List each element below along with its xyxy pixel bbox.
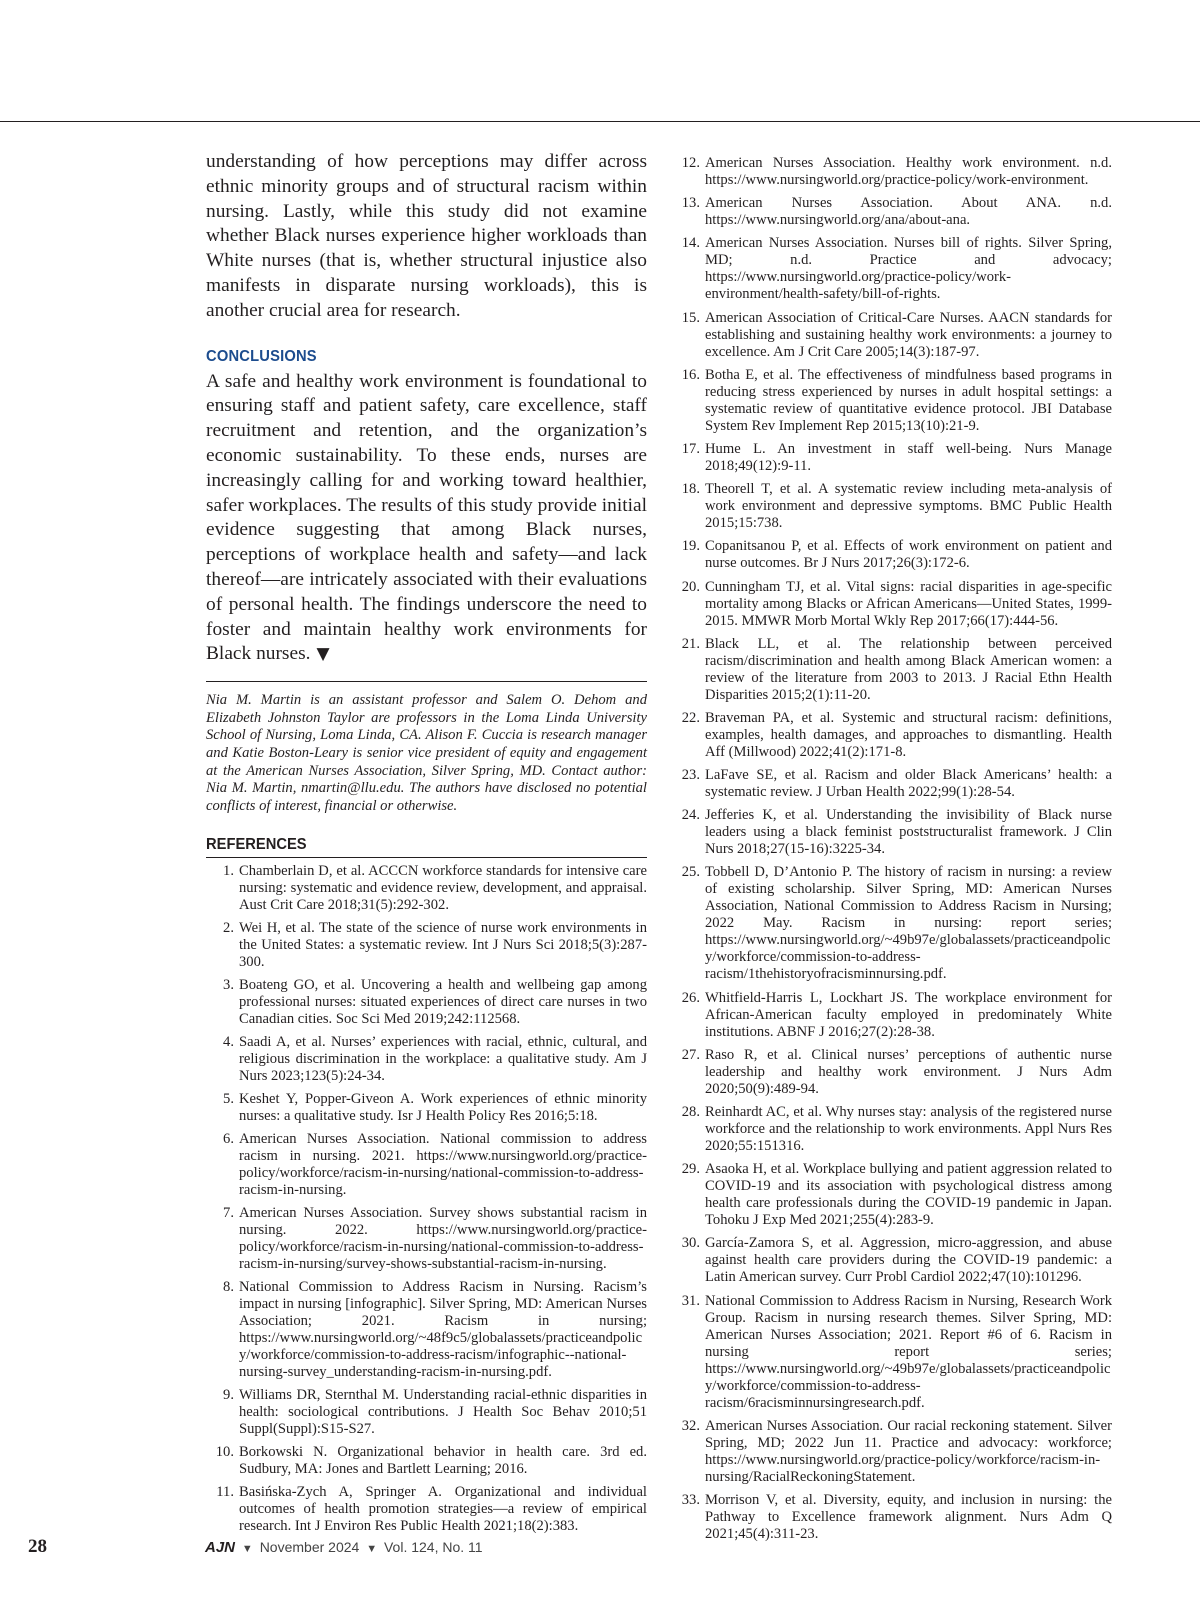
reference-number: 2.: [223, 920, 234, 937]
reference-number: 21.: [681, 635, 700, 652]
reference-item: [672, 1293, 1112, 1412]
reference-item: [672, 441, 1112, 475]
reference-item: [672, 710, 1112, 761]
reference-text: Boateng GO, et al. Uncovering a health and wellbeing gap among professional nurses: situated experiences of direct care nurses in two Canadian cities. Soc Sci Med 2019;242:112568.: [239, 977, 647, 1028]
reference-text: Chamberlain D, et al. ACCCN workforce standards for intensive care nursing: systematic and evidence review, development, and appraisal. Aust Crit Care 2018;31(5):292-302.: [239, 863, 647, 914]
reference-item: [672, 636, 1112, 704]
reference-text: Raso R, et al. Clinical nurses’ perceptions of authentic nurse leadership and healthy work environment. J Nurs Adm 2020;50(9):489-94.: [705, 1046, 1112, 1097]
reference-number: 30.: [681, 1235, 700, 1252]
reference-number: 33.: [681, 1491, 700, 1508]
reference-item: [672, 1161, 1112, 1229]
right-column: [672, 155, 1112, 1549]
reference-number: 12.: [681, 155, 700, 171]
reference-text: Borkowski N. Organizational behavior in health care. 3rd ed. Sudbury, MA: Jones and Bartlett Learning; 2016.: [239, 1444, 647, 1478]
reference-text: Reinhardt AC, et al. Why nurses stay: analysis of the registered nurse workforce and the relationship to work environments. Appl Nurs Res 2020;55:151316.: [705, 1104, 1112, 1154]
reference-number: 27.: [681, 1046, 700, 1063]
reference-item: [672, 1418, 1112, 1486]
reference-number: 20.: [681, 578, 700, 595]
reference-number: 31.: [681, 1292, 700, 1309]
reference-item: [672, 367, 1112, 435]
reference-item: [672, 990, 1112, 1041]
reference-text: Braveman PA, et al. Systemic and structural racism: definitions, examples, health damages, and approaches to dismantling. Health Aff (Millwood) 2022;41(2):171-8.: [705, 709, 1112, 760]
reference-text: American Association of Critical-Care Nurses. AACN standards for establishing and sustaining healthy work environments: a journey to excellence. Am J Crit Care 2005;14(3):187-97.: [705, 309, 1112, 360]
reference-text: Keshet Y, Popper-Giveon A. Work experiences of ethnic minority nurses: a qualitative study. Isr J Health Policy Res 2016;5:18.: [239, 1091, 647, 1125]
reference-item: [206, 1091, 647, 1125]
reference-number: 4.: [223, 1034, 234, 1051]
triangle-separator-icon: ▼: [366, 1543, 378, 1555]
reference-item: [672, 538, 1112, 572]
reference-text: Botha E, et al. The effectiveness of mindfulness based programs in reducing stress experienced by nurses in adult hospital settings: a systematic review of quantitative evidence protocol. JBI Database System Rev Implement Rep 2015;13(10):21-9.: [705, 366, 1112, 434]
reference-number: 23.: [681, 767, 700, 784]
reference-number: 18.: [681, 481, 700, 498]
reference-item: [206, 1444, 647, 1478]
reference-text: Wei H, et al. The state of the science of nurse work environments in the United States: a systematic review. Int J Nurs Sci 2018;5(3):287-300.: [239, 920, 647, 971]
reference-text: National Commission to Address Racism in Nursing. Racism’s impact in nursing [infographic]. Silver Spring, MD: American Nurses Association; 2021. Racism in nursing; https://www.nursingworld.org/~48f9c5/globalassets/practiceandpolicy/workforce/commission-to-address-racism/infographic--national-nursing-survey_understanding-racism-in-nursing.pdf.: [239, 1279, 647, 1381]
bio-divider: [206, 681, 647, 682]
reference-number: 24.: [681, 807, 700, 824]
reference-text: Theorell T, et al. A systematic review including meta-analysis of work environment and depressive symptoms. BMC Public Health 2015;15:738.: [705, 481, 1112, 532]
intro-paragraph: understanding of how perceptions may differ across ethnic minority groups and of structural racism within nursing. Lastly, while this study did not examine whether Black nurses experience higher workloads than White nurses (that is, whether structural injustice also manifests in disparate nursing workloads), this is another crucial area for research.: [206, 151, 647, 321]
reference-number: 10.: [215, 1444, 234, 1461]
reference-item: [672, 1492, 1112, 1543]
reference-item: [672, 195, 1112, 229]
reference-text: Asaoka H, et al. Workplace bullying and patient aggression related to COVID-19 and its association with psychological distress among health care professionals during the COVID-19 pandemic in Japan. Tohoku J Exp Med 2021;255(4):283-9.: [705, 1161, 1112, 1229]
reference-number: 22.: [681, 709, 700, 726]
reference-text: Tobbell D, D’Antonio P. The history of racism in nursing: a review of existing scholarship. Silver Spring, MD: American Nurses Association, National Commission to Address Racism in Nursing; 2022 May. Racism in nursing: report series; https://www.nursingworld.org/~49b97e/globalassets/practiceandpolicy/workforce/commission-to-address-racism/1thehistoryofracisminnursing.pdf.: [705, 864, 1112, 983]
reference-item: [672, 1047, 1112, 1098]
reference-number: 7.: [223, 1205, 234, 1222]
reference-text: Copanitsanou P, et al. Effects of work environment on patient and nurse outcomes. Br J Nurs 2017;26(3):172-6.: [705, 538, 1112, 572]
header-rule: [0, 121, 1200, 122]
references-heading: REFERENCES: [206, 836, 307, 854]
reference-number: 17.: [681, 440, 700, 457]
reference-text: Basińska-Zych A, Springer A. Organizational and individual outcomes of health promotion strategies—a review of empirical research. Int J Environ Res Public Health 2021;18(2):383.: [239, 1484, 647, 1535]
left-column: [206, 150, 647, 1541]
reference-number: 5.: [223, 1091, 234, 1108]
reference-text: Williams DR, Sternthal M. Understanding racial-ethnic disparities in health: sociological contributions. J Health Soc Behav 2010;51 Suppl(Suppl):S15-S27.: [239, 1387, 647, 1438]
triangle-separator-icon: ▼: [241, 1543, 253, 1555]
reference-item: [206, 863, 647, 914]
reference-text: Jefferies K, et al. Understanding the invisibility of Black nurse leaders using a black feminist poststructuralist framework. J Clin Nurs 2018;27(15-16):3225-34.: [705, 807, 1112, 858]
reference-number: 19.: [681, 538, 700, 555]
reference-item: [672, 864, 1112, 983]
reference-number: 25.: [681, 864, 700, 881]
reference-text: LaFave SE, et al. Racism and older Black Americans’ health: a systematic review. J Urban Health 2022;99(1):28-54.: [705, 767, 1112, 801]
reference-item: [672, 481, 1112, 532]
conclusions-paragraph: [206, 370, 647, 668]
reference-text: Whitfield-Harris L, Lockhart JS. The workplace environment for African-American faculty employed in predominately White institutions. ABNF J 2016;27(2):28-38.: [705, 989, 1112, 1040]
reference-item: [206, 977, 647, 1028]
reference-text: Black LL, et al. The relationship between perceived racism/discrimination and health among Black American women: a review of the literature from 2003 to 2013. J Racial Ethn Health Disparities 2015;2(1):11-20.: [705, 635, 1112, 703]
reference-number: 32.: [681, 1417, 700, 1434]
reference-number: 15.: [681, 309, 700, 326]
conclusions-text: A safe and healthy work environment is foundational to ensuring staff and patient safety, care excellence, staff recruitment and retention, and the organization’s economic sustainability. To these ends, nurses are increasingly calling for and working toward healthier, safer workplaces. The results of this study provide initial evidence suggesting that among Black nurses, perceptions of workplace health and safety—and lack thereof—are intricately associated with their evaluations of personal health. The findings underscore the need to foster and maintain healthy work environments for Black nurses.: [206, 370, 647, 665]
reference-item: [672, 155, 1112, 189]
page-number: 28: [28, 1536, 47, 1557]
reference-item: [206, 1205, 647, 1273]
issue-date: November 2024: [259, 1539, 360, 1555]
reference-text: American Nurses Association. Nurses bill of rights. Silver Spring, MD; n.d. Practice and advocacy; https://www.nursingworld.org/practice-policy/work-environment/health-safety/bill-of-rights.: [705, 235, 1112, 303]
reference-number: 26.: [681, 989, 700, 1006]
reference-number: 3.: [223, 977, 234, 994]
reference-item: [206, 1131, 647, 1199]
reference-text: American Nurses Association. Healthy work environment. n.d. https://www.nursingworld.org/practice-policy/work-environment.: [705, 155, 1112, 188]
reference-number: 1.: [223, 863, 234, 880]
reference-number: 11.: [216, 1484, 234, 1501]
reference-number: 6.: [223, 1131, 234, 1148]
reference-text: García-Zamora S, et al. Aggression, micro-aggression, and abuse against health care providers during the COVID-19 pandemic: a Latin American survey. Curr Probl Cardiol 2022;47(10):101296.: [705, 1235, 1112, 1286]
reference-item: [672, 767, 1112, 801]
reference-number: 9.: [223, 1387, 234, 1404]
author-bio: Nia M. Martin is an assistant professor and Salem O. Dehom and Elizabeth Johnston Taylor are professors in the Loma Linda University School of Nursing, Loma Linda, CA. Alison F. Cuccia is research manager and Katie Boston-Leary is senior vice president of equity and engagement at the American Nurses Association, Silver Spring, MD. Contact author: Nia M. Martin, nmartin@llu.edu. The authors have disclosed no potential conflicts of interest, financial or otherwise.: [206, 692, 647, 814]
journal-name: AJN: [205, 1539, 236, 1556]
reference-text: National Commission to Address Racism in Nursing, Research Work Group. Racism in nursing research themes. Silver Spring, MD: American Nurses Association; 2021. Report #6 of 6. Racism in nursing report series; https://www.nursingworld.org/~49b97e/globalassets/practiceandpolicy/workforce/commission-to-address-racism/6racisminnursingresearch.pdf.: [705, 1292, 1112, 1411]
reference-item: [206, 1484, 647, 1535]
reference-text: American Nurses Association. National commission to address racism in nursing. 2021. https://www.nursingworld.org/practice-policy/workforce/racism-in-nursing/national-commission-to-address-racism-in-nursing.: [239, 1131, 647, 1199]
reference-number: 16.: [681, 366, 700, 383]
reference-number: 28.: [681, 1104, 700, 1120]
reference-text: Cunningham TJ, et al. Vital signs: racial disparities in age-specific mortality among Blacks or African Americans—United States, 1999-2015. MMWR Morb Mortal Wkly Rep 2017;66(17):444-56.: [705, 578, 1112, 629]
reference-item: [206, 1034, 647, 1085]
reference-number: 13.: [681, 195, 700, 212]
conclusions-heading: CONCLUSIONS: [206, 347, 317, 365]
reference-text: American Nurses Association. About ANA. n.d. https://www.nursingworld.org/ana/about-ana.: [705, 195, 1112, 229]
reference-item: [672, 1235, 1112, 1286]
reference-item: [206, 1279, 647, 1381]
reference-text: Saadi A, et al. Nurses’ experiences with racial, ethnic, cultural, and religious discrimination in the workplace: a qualitative study. Am J Nurs 2023;123(5):24-34.: [239, 1034, 647, 1085]
reference-item: [672, 807, 1112, 858]
reference-number: 29.: [681, 1161, 700, 1178]
reference-item: [206, 920, 647, 971]
reference-list-right: [672, 155, 1112, 1543]
reference-number: 8.: [223, 1279, 234, 1296]
reference-item: [206, 1387, 647, 1438]
reference-text: American Nurses Association. Survey shows substantial racism in nursing. 2022. https://www.nursingworld.org/practice-policy/workforce/racism-in-nursing/national-commission-to-address-racism-in-nursing/survey-shows-substantial-racism-in-nursing.: [239, 1205, 647, 1273]
reference-item: [672, 235, 1112, 303]
reference-item: [672, 1104, 1112, 1155]
reference-text: Morrison V, et al. Diversity, equity, and inclusion in nursing: the Pathway to Excellence framework alignment. Nurs Adm Q 2021;45(4):311-23.: [705, 1491, 1112, 1542]
reference-text: American Nurses Association. Our racial reckoning statement. Silver Spring, MD; 2022 Jun 11. Practice and advocacy: workforce; https://www.nursingworld.org/practice-policy/workforce/racism-in-nursing/RacialReckoningStatement.: [705, 1417, 1112, 1485]
reference-item: [672, 310, 1112, 361]
journal-info: [205, 1539, 483, 1556]
reference-list-left: [206, 863, 647, 1535]
reference-text: Hume L. An investment in staff well-being. Nurs Manage 2018;49(12):9-11.: [705, 440, 1112, 474]
end-of-article-icon: ▼: [316, 644, 330, 665]
reference-number: 14.: [681, 235, 700, 252]
reference-item: [672, 579, 1112, 630]
volume-info: Vol. 124, No. 11: [383, 1539, 483, 1555]
